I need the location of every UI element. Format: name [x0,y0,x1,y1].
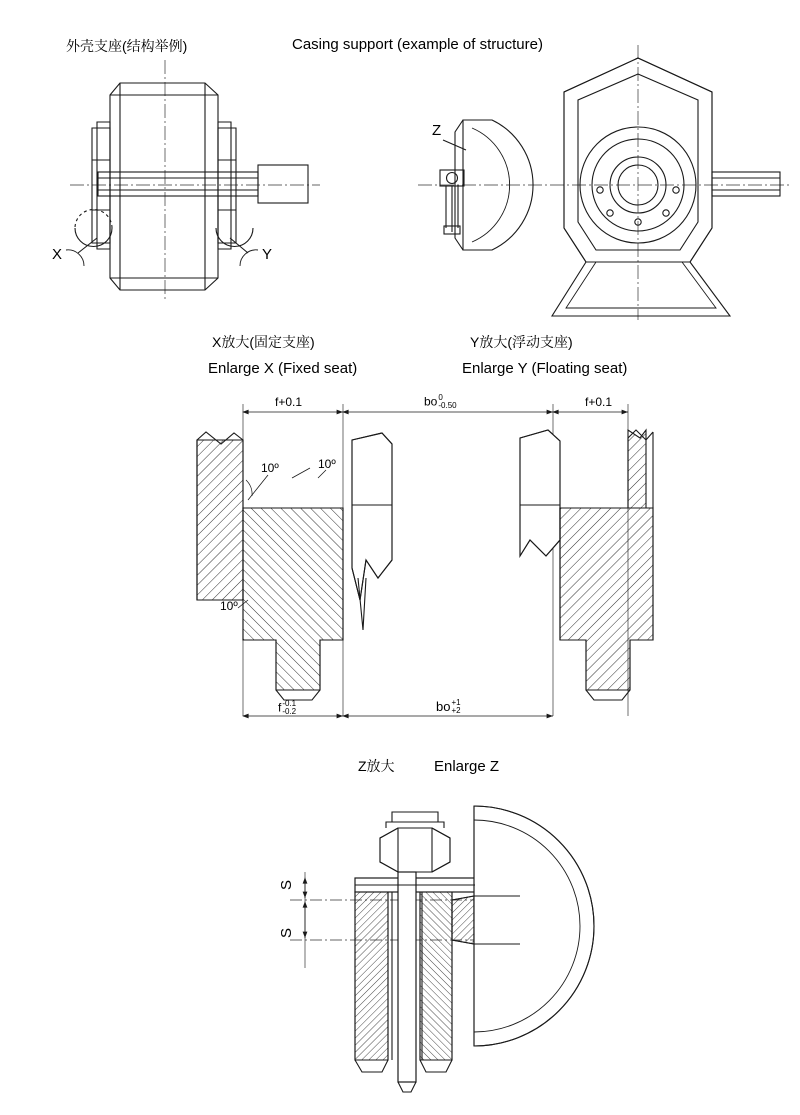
side-view-assembly [418,45,790,320]
z-enlargement-detail [290,806,594,1092]
dim-top-center-sub: -0.50 [438,401,457,411]
marker-y-label: Y [262,246,273,263]
x-detail-title-en: Enlarge X (Fixed seat) [208,360,358,377]
dim-top-left: f+0.1 [275,395,303,409]
marker-z-label: Z [432,122,442,139]
z-detail-title-en: Enlarge Z [434,758,500,775]
z-dim-s-2: S [278,927,295,938]
angle-label-1: 10º [261,461,279,475]
dim-top-right: f+0.1 [585,395,613,409]
z-dim-s-1: S [278,879,295,890]
page-title-cn: 外壳支座(结构举例) [66,38,188,54]
front-view-assembly [66,60,320,300]
dim-bottom-left-sub: -0.2 [282,707,297,717]
y-detail-title-en: Enlarge Y (Floating seat) [462,360,628,377]
dim-bottom-center [436,699,461,716]
dim-bottom-left [278,700,296,717]
dim-bottom-center-sup: +1 [451,698,461,707]
z-detail-title-cn: Z放大 [358,758,395,774]
dim-bottom-center-base: bo [436,698,451,714]
marker-x-label: X [52,246,63,263]
page-title-en: Casing support (example of structure) [292,36,543,53]
angle-label-2: 10º [318,457,336,471]
dim-bottom-center-sub: +2 [451,706,461,716]
y-enlargement-detail [520,430,653,700]
dim-top-center [424,394,457,411]
y-detail-title-cn: Y放大(浮动支座) [470,334,573,350]
angle-label-3: 10º [220,599,238,613]
dim-bottom-left-base: f [278,700,282,715]
x-detail-title-cn: X放大(固定支座) [212,334,315,350]
dim-top-center-base: bo [424,394,438,409]
dim-bottom-left-sup: -0.1 [282,699,297,708]
dim-top-center-sup: 0 [438,393,443,402]
